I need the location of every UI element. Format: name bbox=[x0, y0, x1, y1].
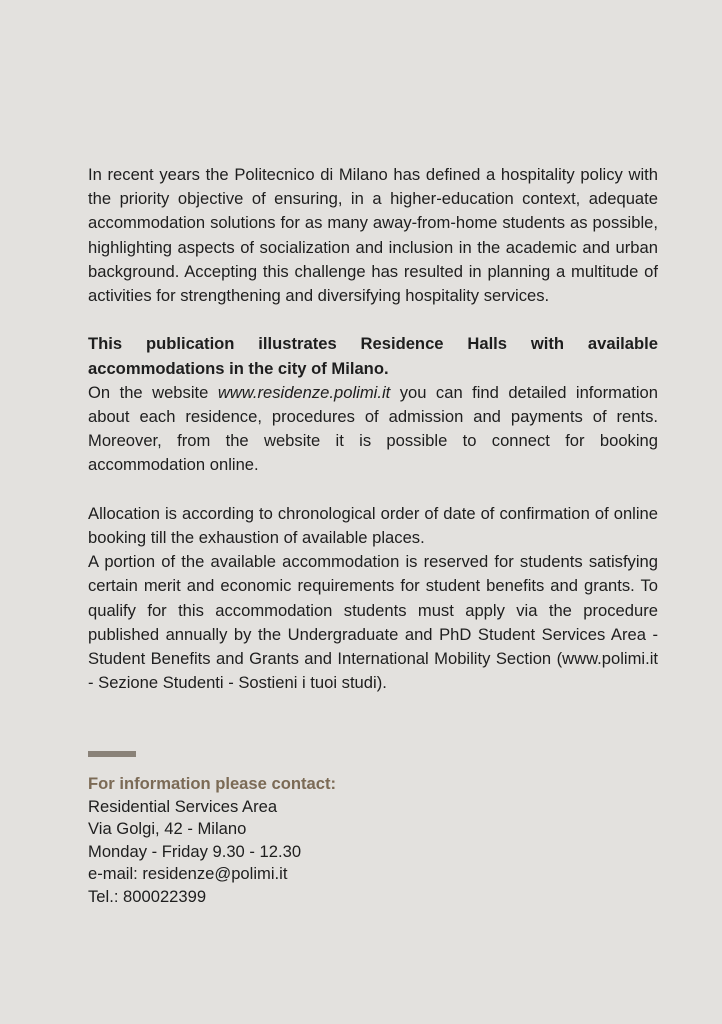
website-url: www.residenze.polimi.it bbox=[217, 382, 391, 402]
allocation-paragraph: Allocation is according to chronological order of date of confirmation of online booking till the exhaustion of available places. bbox=[88, 503, 658, 548]
website-paragraph bbox=[88, 381, 658, 478]
paragraph-spacer bbox=[88, 478, 658, 502]
contact-heading: For information please contact: bbox=[88, 774, 337, 793]
contact-email: e-mail: residenze@polimi.it bbox=[88, 864, 288, 884]
contact-office: Residential Services Area bbox=[88, 796, 278, 816]
paragraph-spacer bbox=[88, 308, 658, 332]
website-prefix: On the website bbox=[88, 382, 218, 402]
reserved-accommodation-paragraph: A portion of the available accommodation is reserved for students satisfying certain merit and economic requirements for student benefits and grants. To qualify for this accommodation students must apply via the procedure published annually by the Undergraduate and PhD Student Services Area - Student Benefits and Grants and International Mobility Section (www.polimi.it - Sezione Studenti - Sostieni i tuoi studi). bbox=[88, 552, 658, 693]
publication-statement: This publication illustrates Residence Halls with available accommodations in the city of Milano. bbox=[88, 334, 658, 378]
contact-hours: Monday - Friday 9.30 - 12.30 bbox=[88, 841, 302, 861]
contact-phone: Tel.: 800022399 bbox=[88, 886, 207, 906]
divider-rule bbox=[88, 751, 136, 757]
intro-paragraph: In recent years the Politecnico di Milano has defined a hospitality policy with the priority objective of ensuring, in a higher-education context, adequate accommodation solutions for as many away-from-home students as possible, highlighting aspects of socialization and inclusion in the academic and urban background. Accepting this challenge has resulted in planning a multitude of activities for strengthening and diversifying hospitality services. bbox=[88, 165, 658, 306]
contact-address: Via Golgi, 42 - Milano bbox=[88, 819, 247, 839]
website-suffix: you can find detailed information about each residence, procedures of admission and payments of rents. Moreover, from the website it is possible to connect for booking accommodation online. bbox=[88, 382, 658, 475]
contact-block bbox=[88, 773, 488, 909]
main-text-block bbox=[88, 163, 658, 695]
